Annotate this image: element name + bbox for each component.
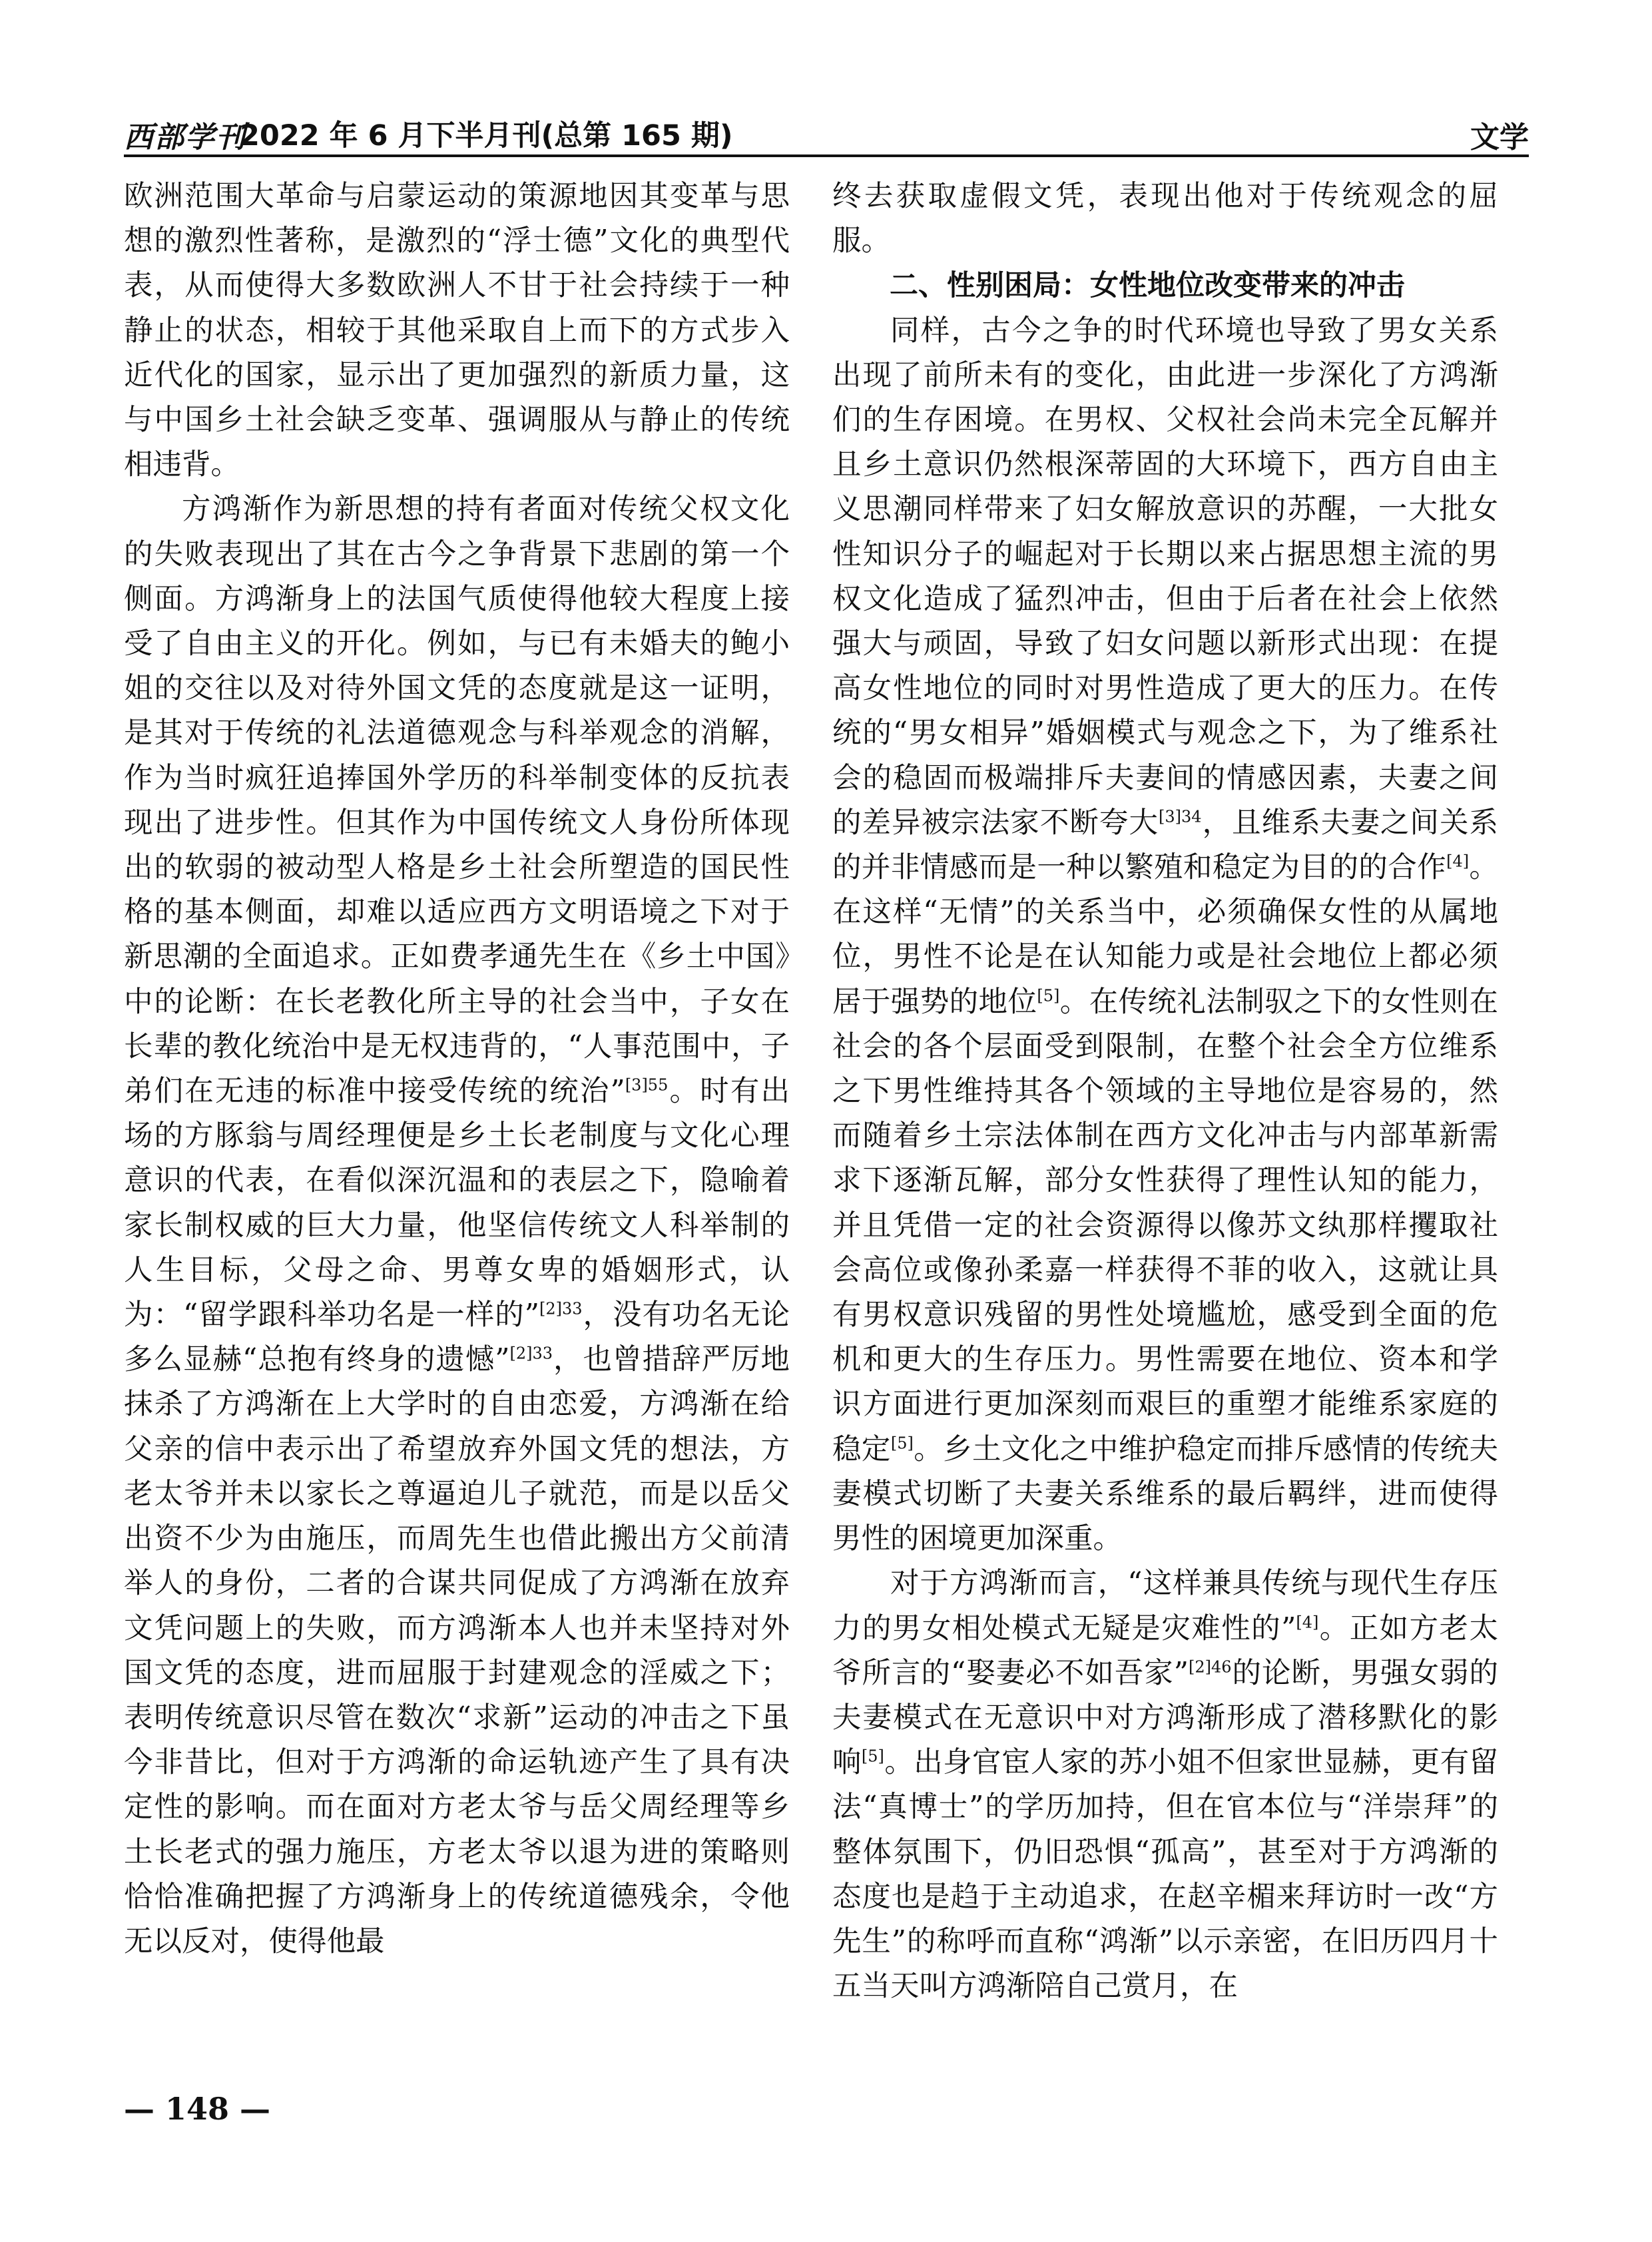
citation: [2]33 xyxy=(539,1299,583,1318)
journal-masthead: 西部学刊 xyxy=(124,121,246,154)
citation: [5] xyxy=(1037,986,1060,1005)
page-number: — 148 — xyxy=(124,2091,271,2127)
right-column xyxy=(832,174,1498,2009)
citation: [3]55 xyxy=(625,1075,669,1095)
citation: [5] xyxy=(890,1434,914,1453)
page-header xyxy=(124,100,1529,157)
citation: [3]34 xyxy=(1159,807,1202,826)
citation: [5] xyxy=(861,1747,884,1766)
issue-info: 2022 年 6 月下半月刊(总第 165 期) xyxy=(240,119,733,152)
paragraph: 对于方鸿渐而言，“这样兼具传统与现代生存压力的男女相处模式无疑是灾难性的”[4]。正如方老太爷所言的“娶妻必不如吾家”$^{[2]46}$的论断，男强女弱的夫妻模式在无意识中对方鸿渐形成了潜移默化的影响[5]。出身官宦人家的苏小姐不但家世显赫，更有留法“真博士”的学历加持，但在官本位与“洋崇拜”的整体氛围下，仍旧恐惧“孤高”，甚至对于方鸿渐的态度也是趋于主动追求，在赵辛楣来拜访时一改“方先生”的称呼而直称“鸿渐”以示亲密，在旧历四月十五当天叫方鸿渐陪自己赏月，在 xyxy=(832,1567,1499,2004)
citation: [4] xyxy=(1446,852,1470,871)
paragraph: 欧洲范围大革命与启蒙运动的策源地因其变革与思想的激烈性著称，是激烈的“浮士德”文化的典型代表，从而使得大多数欧洲人不甘于社会持续于一种静止的状态，相较于其他采取自上而下的方式步入近代化的国家，显示出了更加强烈的新质力量，这与中国乡土社会缺乏变革、强调服从与静止的传统相违背。 xyxy=(124,180,790,482)
section-heading: 二、性别困局：女性地位改变带来的冲击 xyxy=(890,269,1405,303)
citation: [2]46 xyxy=(1188,1657,1232,1677)
section-label: 文学 xyxy=(1470,121,1529,154)
left-column xyxy=(124,174,790,1964)
paragraph: 方鸿渐作为新思想的持有者面对传统父权文化的失败表现出了其在古今之争背景下悲剧的第一个侧面。方鸿渐身上的法国气质使得他较大程度上接受了自由主义的开化。例如，与已有未婚夫的鲍小姐的交往以及对待外国文凭的态度就是这一证明，是其对于传统的礼法道德观念与科举观念的消解，作为当时疯狂追捧国外学历的科举制变体的反抗表现出了进步性。但其作为中国传统文人身份所体现出的软弱的被动型人格是乡土社会所塑造的国民性格的基本侧面，却难以适应西方文明语境之下对于新思潮的全面追求。正如费孝通先生在《乡土中国》中的论断：在长老教化所主导的社会当中，子女在长辈的教化统治中是无权违背的，“人事范围中，子弟们在无违的标准中接受传统的统治”$^{[3]55}$。时有出场的方豚翁与周经理便是乡土长老制度与文化心理意识的代表，在看似深沉温和的表层之下，隐喻着家长制权威的巨大力量，他坚信传统文人科举制的人生目标，父母之命、男尊女卑的婚姻形式，认为：“留学跟科举功名是一样的”$^{[2]33}$，没有功名无论多么显赫“总抱有终身的遗憾”$^{[2]33}$，也曾措辞严厉地抹杀了方鸿渐在上大学时的自由恋爱，方鸿渐在给父亲的信中表示出了希望放弃外国文凭的想法，方老太爷并未以家长之尊逼迫儿子就范，而是以岳父出资不少为由施压，而周先生也借此搬出方父前清举人的身份，二者的合谋共同促成了方鸿渐在放弃文凭问题上的失败，而方鸿渐本人也并未坚持对外国文凭的态度，进而屈服于封建观念的淫威之下；表明传统意识尽管在数次“求新”运动的冲击之下虽今非昔比，但对于方鸿渐的命运轨迹产生了具有决定性的影响。而在面对方老太爷与岳父周经理等乡土长老式的强力施压，方老太爷以退为进的策略则恰恰准确把握了方鸿渐身上的传统道德残余，令他无以反对，使得他最 xyxy=(124,493,790,1958)
citation: [4] xyxy=(1296,1613,1319,1631)
paragraph: 终去获取虚假文凭，表现出他对于传统观念的屈服。 xyxy=(832,180,1498,258)
citation: [2]33 xyxy=(509,1344,553,1363)
paragraph: 同样，古今之争的时代环境也导致了男女关系出现了前所未有的变化，由此进一步深化了方鸿渐们的生存困境。在男权、父权社会尚未完全瓦解并且乡土意识仍然根深蒂固的大环境下，西方自由主义思潮同样带来了妇女解放意识的苏醒，一大批女性知识分子的崛起对于长期以来占据思想主流的男权文化造成了猛烈冲击，但由于后者在社会上依然强大与顽固，导致了妇女问题以新形式出现：在提高女性地位的同时对男性造成了更大的压力。在传统的“男女相异”婚姻模式与观念之下，为了维系社会的稳固而极端排斥夫妻间的情感因素，夫妻之间的差异被宗法家不断夸大$^{[3]34}$，且维系夫妻之间关系的并非情感而是一种以繁殖和稳定为目的的合作[4]。在这样“无情”的关系当中，必须确保女性的从属地位，男性不论是在认知能力或是社会地位上都必须居于强势的地位[5]。在传统礼法制驭之下的女性则在社会的各个层面受到限制，在整个社会全方位维系之下男性维持其各个领域的主导地位是容易的，然而随着乡土宗法体制在西方文化冲击与内部革新需求下逐渐瓦解，部分女性获得了理性认知的能力，并且凭借一定的社会资源得以像苏文纨那样攫取社会高位或像孙柔嘉一样获得不菲的收入，这就让具有男权意识残留的男性处境尴尬，感受到全面的危机和更大的生存压力。男性需要在地位、资本和学识方面进行更加深刻而艰巨的重塑才能维系家庭的稳定[5]。乡土文化之中维护稳定而排斥感情的传统夫妻模式切断了夫妻关系维系的最后羁绊，进而使得男性的困境更加深重。 xyxy=(832,314,1499,1556)
